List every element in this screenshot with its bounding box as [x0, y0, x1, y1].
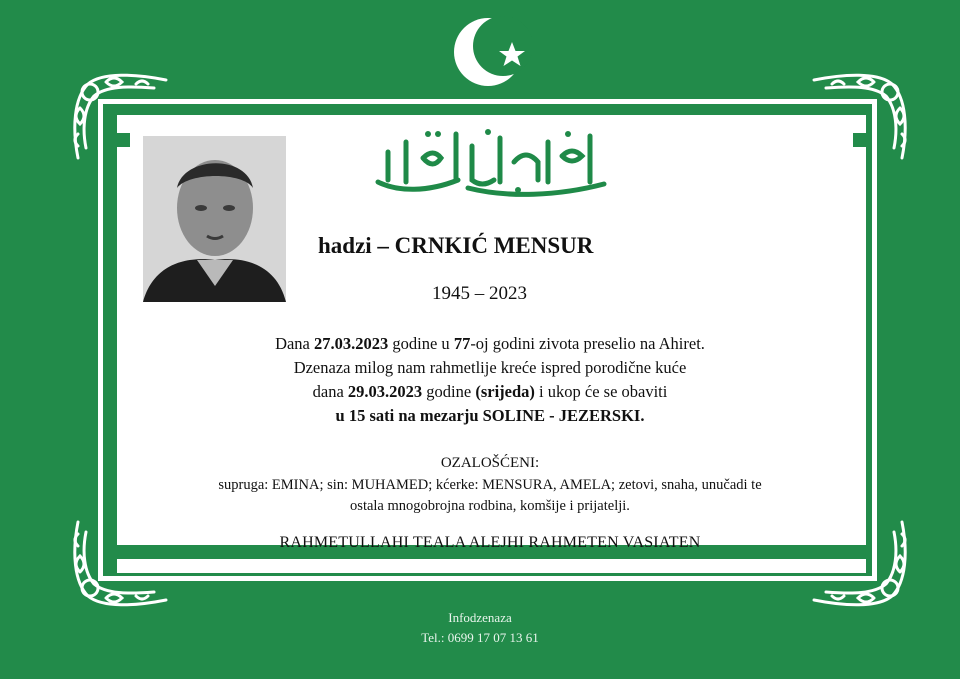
announcement-line: Dzenaza milog nam rahmetlije kreće ispred porodične kuće — [293, 358, 687, 377]
life-years: 1945 – 2023 — [432, 283, 527, 304]
left-edge — [117, 115, 131, 573]
portrait-image — [143, 136, 286, 302]
deceased-name: hadzi – CRNKIĆ MENSUR — [318, 233, 594, 258]
announcement-line: dana 29.03.2023 godine (srijeda) i ukop će se obaviti — [312, 382, 668, 401]
burial-info: u 15 sati na mezarju SOLINE - JEZERSKI. — [335, 406, 645, 425]
arabic-calligraphy-icon — [368, 122, 614, 200]
mourners-heading: OZALOŠĆENI: — [440, 455, 540, 471]
portrait-photo — [143, 136, 286, 302]
crescent-star-icon — [448, 12, 532, 90]
footer-brand: Infodzenaza — [448, 610, 512, 625]
footer-phone[interactable]: Tel.: 0699 17 07 13 61 — [421, 630, 539, 645]
mourners-list: ostala mnogobrojna rodbina, komšije i prijatelji. — [350, 498, 630, 514]
announcement-line: Dana 27.03.2023 godine u 77-oj godini zivota preselio na Ahiret. — [275, 334, 705, 353]
mourners-list: supruga: EMINA; sin: MUHAMED; kćerke: MENSURA, AMELA; zetovi, snaha, unučadi te — [218, 477, 762, 493]
closing-prayer: RAHMETULLAHI TEALA ALEJHI RAHMETEN VASIATEN — [279, 534, 701, 551]
